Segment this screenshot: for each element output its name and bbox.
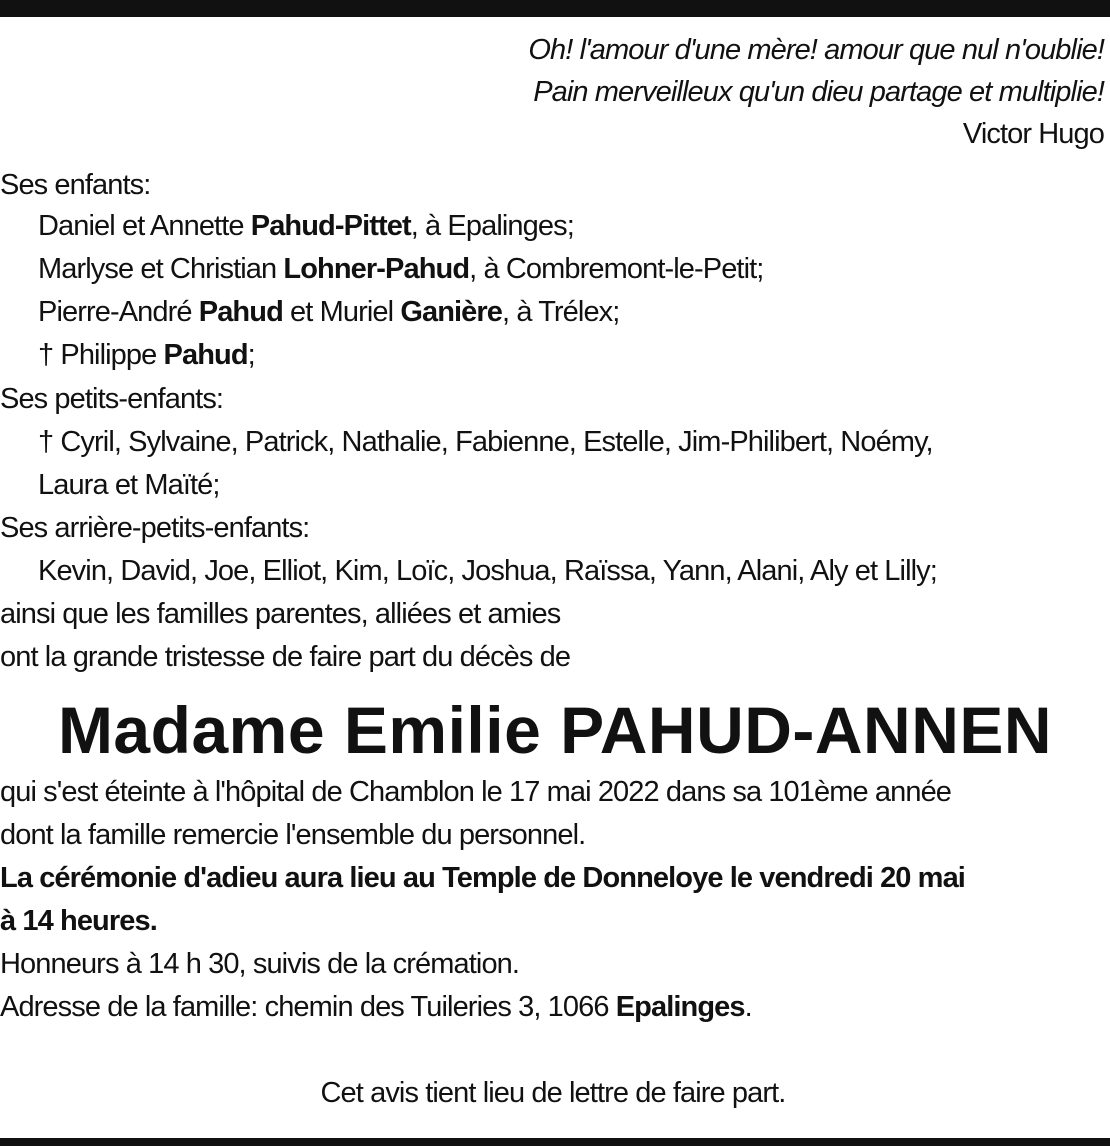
families-line-2: ont la grande tristesse de faire part du décès de (0, 641, 571, 673)
ceremony-line-1: La cérémonie d'adieu aura lieu au Temple de Donneloye le vendredi 20 mai (0, 862, 965, 894)
footer-note: Cet avis tient lieu de lettre de faire part. (320, 1077, 786, 1109)
great-grandchildren-line-1: Kevin, David, Joe, Elliot, Kim, Loïc, Joshua, Raïssa, Yann, Alani, Aly et Lilly; (38, 555, 937, 587)
ceremony-line-2: à 14 heures. (0, 905, 157, 937)
bottom-rule (0, 1138, 1110, 1146)
family-address: Adresse de la famille: chemin des Tuileries 3, 1066 Epalinges. (0, 991, 752, 1023)
great-grandchildren-heading: Ses arrière-petits-enfants: (0, 512, 310, 544)
child-line-2: Marlyse et Christian Lohner-Pahud, à Combremont-le-Petit; (38, 253, 764, 285)
quote-line-1: Oh! l'amour d'une mère! amour que nul n'oublie! (528, 34, 1104, 66)
grandchildren-line-2: Laura et Maïté; (38, 469, 220, 501)
details-line-2: dont la famille remercie l'ensemble du personnel. (0, 819, 586, 851)
details-line-1: qui s'est éteinte à l'hôpital de Chamblon le 17 mai 2022 dans sa 101ème année (0, 776, 952, 808)
children-heading: Ses enfants: (0, 169, 151, 201)
quote-line-2: Pain merveilleux qu'un dieu partage et multiplie! (533, 76, 1104, 108)
child-line-1: Daniel et Annette Pahud-Pittet, à Epalinges; (38, 210, 574, 242)
deceased-name: Madame Emilie PAHUD-ANNEN (57, 693, 1053, 767)
child-line-3: Pierre-André Pahud et Muriel Ganière, à Trélex; (38, 296, 620, 328)
child-line-4: † Philippe Pahud; (38, 339, 255, 371)
honours-line: Honneurs à 14 h 30, suivis de la crémation. (0, 948, 520, 980)
families-line-1: ainsi que les familles parentes, alliées et amies (0, 598, 561, 630)
grandchildren-line-1: † Cyril, Sylvaine, Patrick, Nathalie, Fabienne, Estelle, Jim-Philibert, Noémy, (38, 426, 933, 458)
quote-author: Victor Hugo (962, 118, 1104, 150)
grandchildren-heading: Ses petits-enfants: (0, 383, 224, 415)
